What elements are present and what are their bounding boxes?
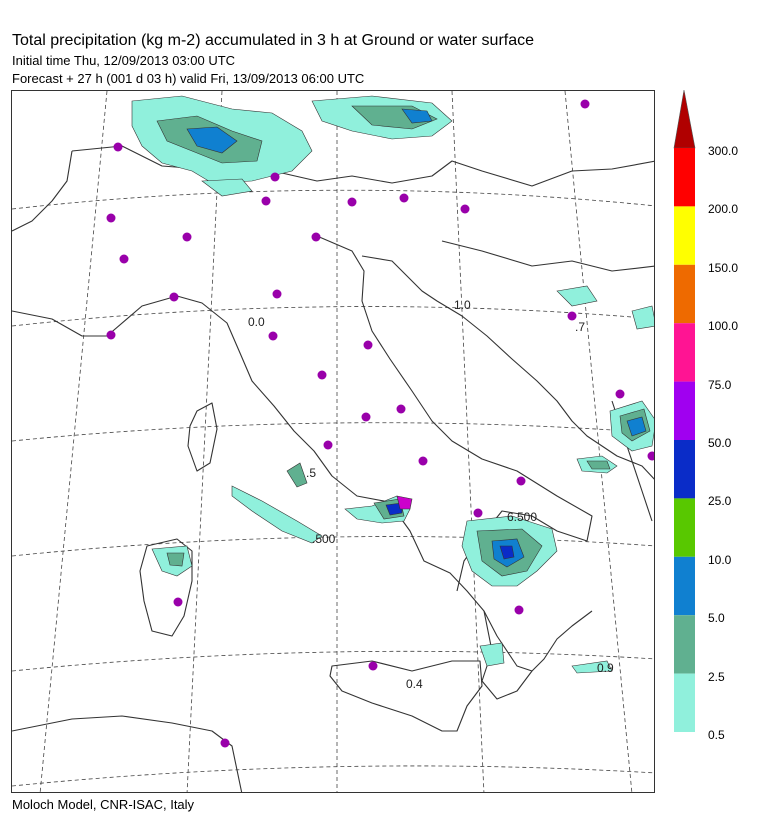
contour-label: .500 — [312, 532, 336, 546]
legend-swatch — [674, 206, 695, 264]
legend-swatch — [674, 674, 695, 732]
station-marker — [581, 100, 590, 109]
station-markers — [107, 100, 656, 748]
station-marker — [271, 173, 280, 182]
legend-arrow — [674, 90, 695, 148]
station-marker — [114, 143, 123, 152]
station-marker — [616, 390, 625, 399]
legend-swatch — [674, 557, 695, 615]
contour-label: .7 — [575, 320, 586, 334]
legend-label: 200.0 — [708, 202, 739, 216]
station-marker — [461, 205, 470, 214]
station-marker — [648, 452, 656, 461]
precipitation-map — [11, 90, 655, 793]
legend-swatch — [674, 498, 695, 556]
legend-label: 100.0 — [708, 319, 739, 333]
station-marker — [324, 441, 333, 450]
station-marker — [262, 197, 271, 206]
legend-label: 5.0 — [708, 611, 725, 625]
station-marker — [170, 293, 179, 302]
contour-label: 6.500 — [507, 510, 538, 524]
legend-label: 300.0 — [708, 144, 739, 158]
legend-label: 10.0 — [708, 553, 732, 567]
contour-label: .5 — [306, 466, 317, 480]
legend-label: 25.0 — [708, 494, 732, 508]
station-marker — [474, 509, 483, 518]
contour-label: 1.0 — [454, 298, 471, 312]
station-marker — [318, 371, 327, 380]
station-marker — [107, 331, 116, 340]
legend-label: 2.5 — [708, 670, 725, 684]
model-credit: Moloch Model, CNR-ISAC, Italy — [12, 797, 195, 812]
station-marker — [419, 457, 428, 466]
station-marker — [369, 662, 378, 671]
legend-colorbar — [672, 88, 702, 748]
chart-title: Total precipitation (kg m-2) accumulated in 3 h at Ground or water surface — [12, 32, 535, 49]
station-marker — [515, 606, 524, 615]
contour-label: 0.4 — [406, 677, 423, 691]
legend-label: 50.0 — [708, 436, 732, 450]
station-marker — [312, 233, 321, 242]
color-legend — [672, 88, 760, 748]
station-marker — [517, 477, 526, 486]
station-marker — [120, 255, 129, 264]
station-marker — [221, 739, 230, 748]
station-marker — [174, 598, 183, 607]
contour-label: 0.9 — [597, 661, 614, 675]
map-canvas — [12, 91, 655, 793]
legend-swatch — [674, 265, 695, 323]
contour-labels — [248, 298, 614, 691]
legend-swatch — [674, 615, 695, 673]
station-marker — [348, 198, 357, 207]
legend-label: 75.0 — [708, 378, 732, 392]
station-marker — [269, 332, 278, 341]
contour-label: 0.0 — [248, 315, 265, 329]
station-marker — [400, 194, 409, 203]
station-marker — [107, 214, 116, 223]
legend-swatch — [674, 440, 695, 498]
initial-time-label: Initial time Thu, 12/09/2013 03:00 UTC — [12, 53, 236, 68]
coastlines — [12, 146, 655, 793]
station-marker — [568, 312, 577, 321]
legend-swatch — [674, 148, 695, 206]
station-marker — [183, 233, 192, 242]
forecast-label: Forecast + 27 h (001 d 03 h) valid Fri, 13/09/2013 06:00 UTC — [12, 71, 365, 86]
station-marker — [362, 413, 371, 422]
legend-label: 0.5 — [708, 728, 725, 742]
station-marker — [397, 405, 406, 414]
graticule — [12, 91, 655, 793]
legend-swatch — [674, 382, 695, 440]
legend-label: 150.0 — [708, 261, 739, 275]
station-marker — [364, 341, 373, 350]
legend-swatch — [674, 323, 695, 381]
station-marker — [273, 290, 282, 299]
